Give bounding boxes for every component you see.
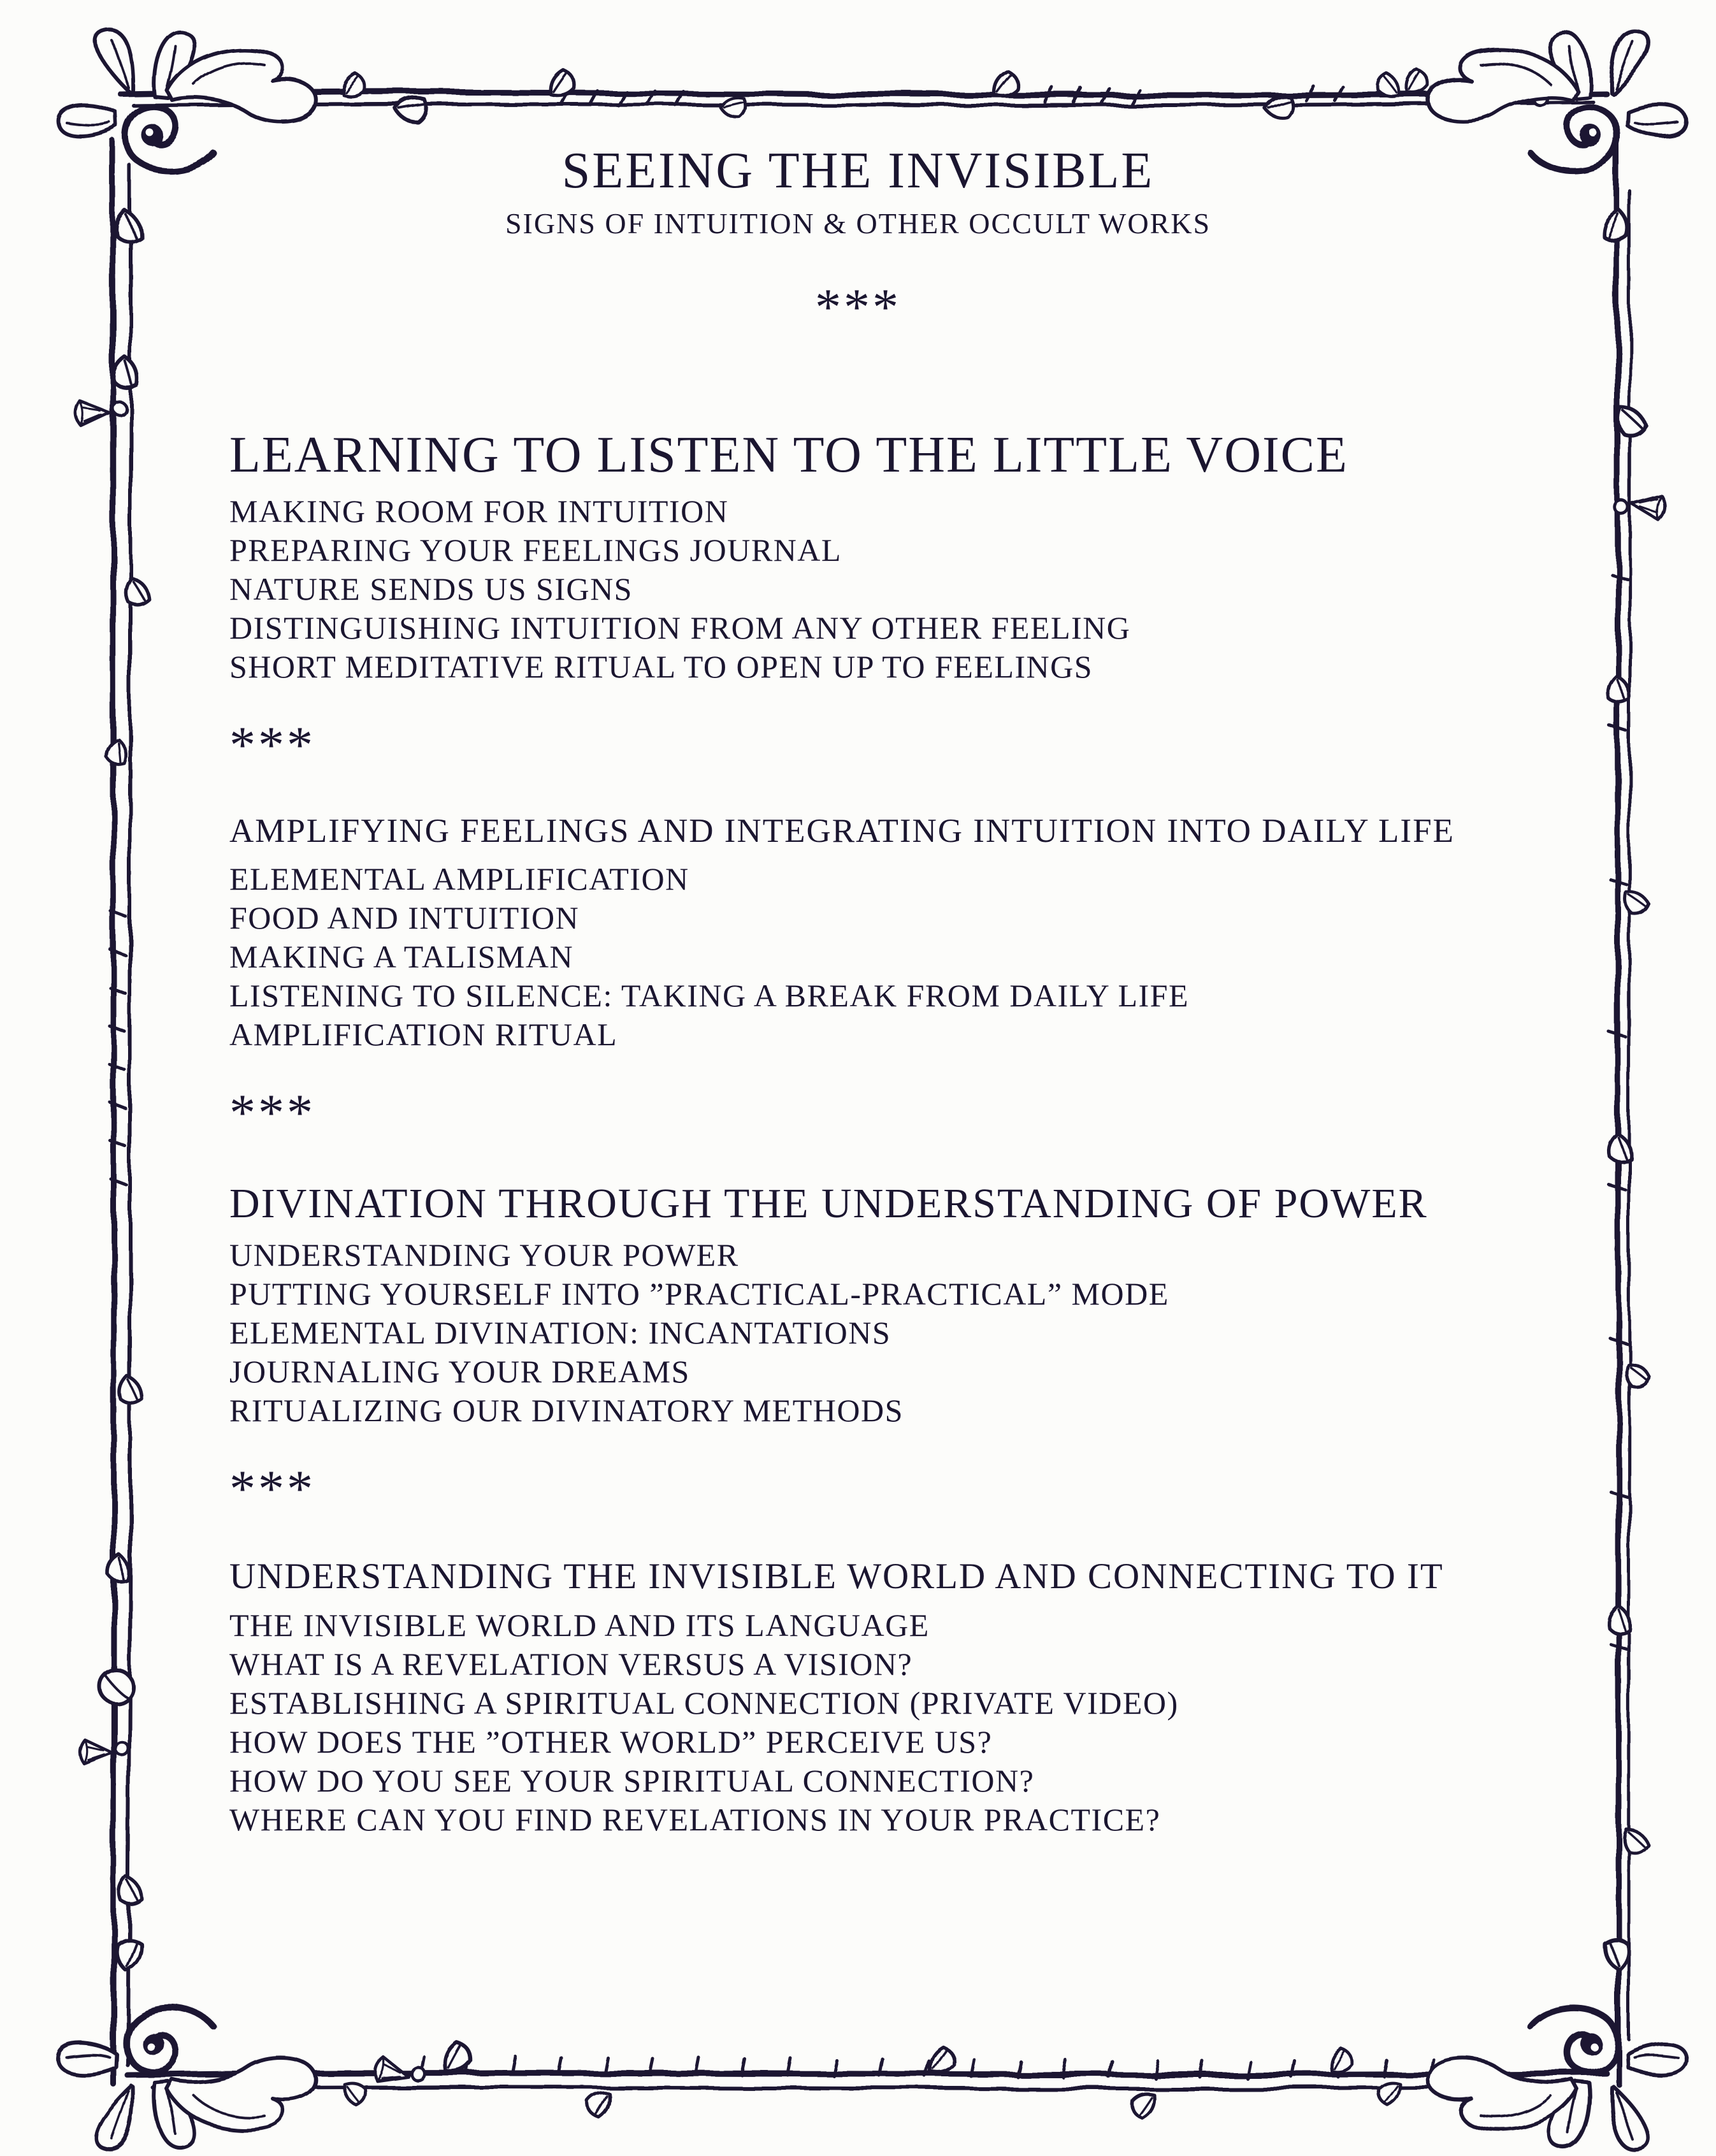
toc-item: WHERE CAN YOU FIND REVELATIONS IN YOUR PRACTICE? (229, 1801, 1161, 1837)
toc-item: HOW DOES THE ”OTHER WORLD” PERCEIVE US? (229, 1723, 993, 1760)
toc-item: FOOD AND INTUITION (229, 899, 580, 936)
toc-item: AMPLIFICATION RITUAL (229, 1016, 618, 1052)
toc-item: JOURNALING YOUR DREAMS (229, 1353, 690, 1389)
table-of-contents (229, 326, 1716, 1839)
section-heading: LEARNING TO LISTEN TO THE LITTLE VOICE (229, 427, 1348, 483)
section-heading: DIVINATION THROUGH THE UNDERSTANDING OF POWER (229, 1180, 1428, 1227)
toc-section-invisible-world (229, 1558, 1716, 1839)
section-separator: *** (815, 278, 901, 336)
toc-item: NATURE SENDS US SIGNS (229, 571, 633, 607)
toc-item: WHAT IS A REVELATION VERSUS A VISION? (229, 1646, 913, 1682)
toc-item: SHORT MEDITATIVE RITUAL TO OPEN UP TO FEELINGS (229, 649, 1093, 684)
page-title: SEEING THE INVISIBLE (561, 143, 1155, 199)
toc-item: UNDERSTANDING YOUR POWER (229, 1236, 739, 1273)
toc-item: MAKING A TALISMAN (229, 938, 574, 974)
toc-item: ESTABLISHING A SPIRITUAL CONNECTION (PRIVATE VIDEO) (229, 1684, 1179, 1721)
section-separator: *** (229, 1459, 315, 1517)
toc-item: MAKING ROOM FOR INTUITION (229, 493, 729, 529)
toc-item: PREPARING YOUR FEELINGS JOURNAL (229, 532, 842, 568)
toc-item: DISTINGUISHING INTUITION FROM ANY OTHER FEELING (229, 610, 1131, 646)
page-header (0, 0, 1716, 336)
section-separator: *** (229, 716, 315, 774)
toc-item: PUTTING YOURSELF INTO ”PRACTICAL-PRACTICAL” MODE (229, 1275, 1169, 1312)
page-subtitle: SIGNS OF INTUITION & OTHER OCCULT WORKS (505, 207, 1211, 240)
toc-item: LISTENING TO SILENCE: TAKING A BREAK FROM DAILY LIFE (229, 977, 1190, 1013)
toc-section-amplifying (229, 814, 1716, 1054)
toc-item: THE INVISIBLE WORLD AND ITS LANGUAGE (229, 1607, 930, 1643)
section-separator: *** (229, 1083, 315, 1141)
toc-section-learning (229, 428, 1716, 686)
toc-item: ELEMENTAL DIVINATION: INCANTATIONS (229, 1314, 891, 1350)
toc-section-divination (229, 1182, 1716, 1430)
section-heading: AMPLIFYING FEELINGS AND INTEGRATING INTUITION INTO DAILY LIFE (229, 813, 1455, 850)
section-heading: UNDERSTANDING THE INVISIBLE WORLD AND CONNECTING TO IT (229, 1556, 1444, 1596)
toc-item: RITUALIZING OUR DIVINATORY METHODS (229, 1392, 904, 1428)
toc-item: HOW DO YOU SEE YOUR SPIRITUAL CONNECTION? (229, 1762, 1035, 1798)
toc-item: ELEMENTAL AMPLIFICATION (229, 860, 689, 897)
